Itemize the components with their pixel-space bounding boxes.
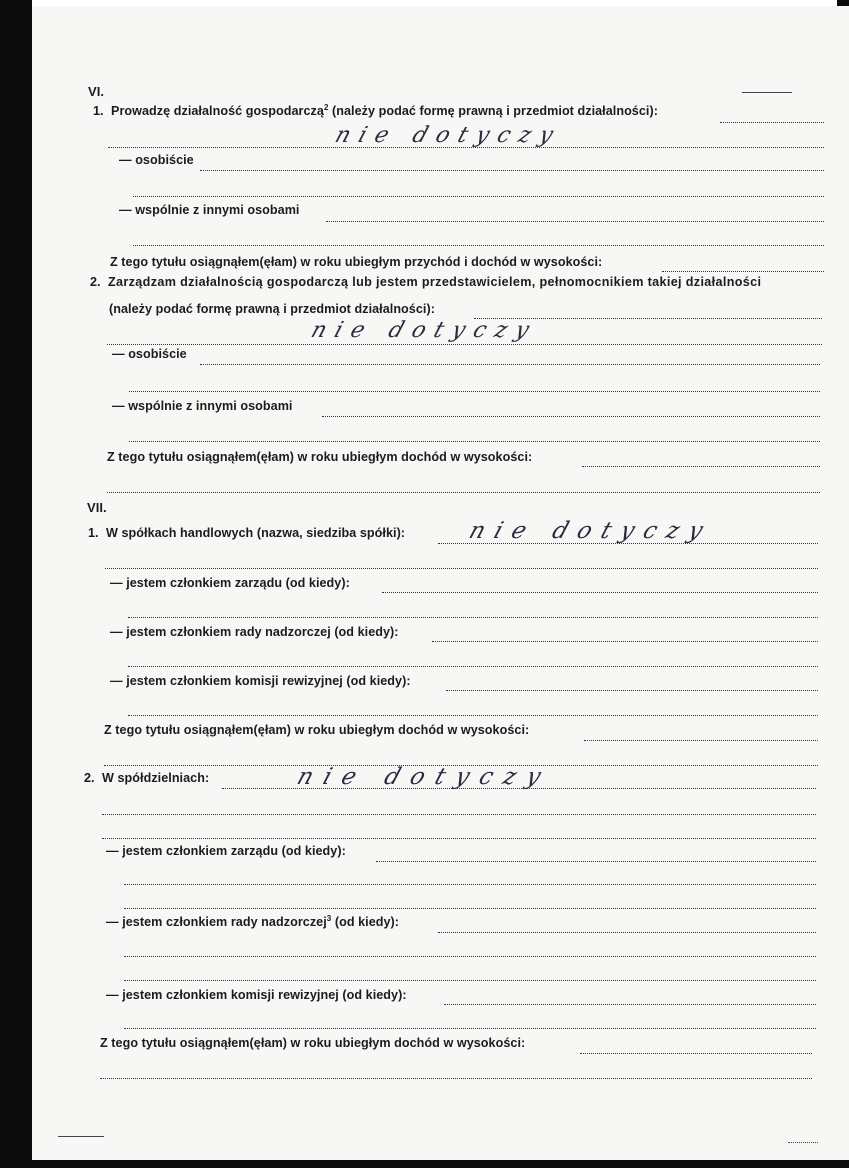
vi-item2-income-label: Z tego tytułu osiągnąłem(ęłam) w roku ubiegłym dochód w wysokości: (107, 450, 533, 464)
vi-item1-jointly-label: — wspólnie z innymi osobami (119, 203, 300, 217)
vii-item2-board-field[interactable] (376, 861, 816, 862)
vii-item2-income-label: Z tego tytułu osiągnąłem(ęłam) w roku ubiegłym dochód w wysokości: (100, 1036, 526, 1050)
vii-item1-supervisory-label: — jestem członkiem rady nadzorczej (od kiedy): (110, 625, 399, 639)
scan-border-bottom (0, 1160, 849, 1168)
footnote-2: 2 (323, 103, 329, 112)
vi-item1-text-b: (należy podać formę prawną i przedmiot działalności): (328, 104, 658, 118)
vi-item1-personally-label: — osobiście (119, 153, 194, 167)
vi-item2-personally-field[interactable] (200, 364, 820, 365)
vi-item2-jointly-label: — wspólnie z innymi osobami (112, 399, 293, 413)
vi-item1-income-label: Z tego tytułu osiągnąłem(ęłam) w roku ubiegłym przychód i dochód w wysokości: (110, 255, 603, 269)
pen-mark-top (742, 92, 792, 93)
vii-item1-audit-label: — jestem członkiem komisji rewizyjnej (od kiedy): (110, 674, 411, 688)
vi-item2-jointly-field[interactable] (322, 416, 820, 417)
scan-border-left (0, 0, 32, 1168)
vii-item2-field-3[interactable] (102, 838, 816, 839)
pen-mark-bottom-right (788, 1142, 818, 1143)
vii-item1-number: 1. (88, 526, 99, 540)
vii-item1-field-2[interactable] (105, 568, 818, 569)
vii-item2-income-field[interactable] (580, 1053, 812, 1054)
vi-item2-personally-field-2[interactable] (129, 391, 820, 392)
vii-item2-field-2[interactable] (102, 814, 816, 815)
vi-item1-personally-field[interactable] (200, 170, 824, 171)
vii-item2-board-label: — jestem członkiem zarządu (od kiedy): (106, 844, 346, 858)
vii-item2-supervisory-field-2[interactable] (124, 956, 816, 957)
vii-item2-supervisory-text-a: — jestem członkiem rady nadzorczej (106, 915, 327, 929)
vii-item2-supervisory-text-b: (od kiedy): (331, 915, 400, 929)
vii-item1-handwritten-answer: nie dotyczy (465, 518, 717, 544)
vii-item1-text: W spółkach handlowych (nazwa, siedziba spółki): (106, 526, 406, 540)
vii-item2-audit-label: — jestem członkiem komisji rewizyjnej (od kiedy): (106, 988, 407, 1002)
footnote-3: 3 (326, 914, 332, 923)
vi-item1-number: 1. (93, 104, 104, 118)
vi-item1-handwritten-answer: nie dotyczy (331, 123, 566, 148)
vi-item1-jointly-field-2[interactable] (133, 245, 824, 246)
vii-item1-audit-field-2[interactable] (128, 715, 818, 716)
vii-item1-income-field[interactable] (584, 740, 818, 741)
vii-item2-board-field-3[interactable] (124, 908, 816, 909)
section-vi-heading: VI. (88, 84, 105, 99)
vi-item2-handwritten-answer: nie dotyczy (307, 318, 542, 343)
pen-mark-bottom-left (58, 1136, 104, 1137)
vii-item2-supervisory-field[interactable] (438, 932, 816, 933)
vi-item2-income-field[interactable] (582, 466, 820, 467)
vi-item1-jointly-field[interactable] (326, 221, 824, 222)
vii-item2-supervisory-label (106, 915, 399, 930)
vi-item1-field-1[interactable] (720, 122, 824, 123)
vii-item2-board-field-2[interactable] (124, 884, 816, 885)
vi-item1-personally-field-2[interactable] (133, 196, 824, 197)
vi-item2-jointly-field-2[interactable] (129, 441, 820, 442)
vii-item1-board-field[interactable] (382, 592, 818, 593)
vii-item2-supervisory-field-3[interactable] (124, 980, 816, 981)
vi-item1-text-a: Prowadzę działalność gospodarczą (111, 104, 324, 118)
section-vii-heading: VII. (87, 500, 107, 515)
vi-item2-line2: (należy podać formę prawną i przedmiot działalności): (109, 302, 435, 316)
vii-item1-income-label: Z tego tytułu osiągnąłem(ęłam) w roku ubiegłym dochód w wysokości: (104, 723, 530, 737)
vi-item2-personally-label: — osobiście (112, 347, 187, 361)
vi-item1-text (111, 104, 658, 119)
vii-item1-supervisory-field-2[interactable] (128, 666, 818, 667)
vi-item2-number: 2. (90, 275, 101, 289)
vii-item1-supervisory-field[interactable] (432, 641, 818, 642)
vii-item1-board-field-2[interactable] (128, 617, 818, 618)
vi-item2-line1: Zarządzam działalnością gospodarczą lub jestem przedstawicielem, pełnomocnikiem takiej działalności (108, 275, 762, 289)
vii-item2-text: W spółdzielniach: (102, 771, 210, 785)
vii-item2-audit-field-2[interactable] (124, 1028, 816, 1029)
vi-item2-income-field-2[interactable] (107, 492, 820, 493)
vi-item1-income-field[interactable] (662, 271, 824, 272)
vii-item2-number: 2. (84, 771, 95, 785)
vii-item2-handwritten-answer: nie dotyczy (293, 764, 556, 790)
vii-item1-audit-field[interactable] (446, 690, 818, 691)
vii-item2-income-field-2[interactable] (100, 1078, 812, 1079)
vii-item2-audit-field[interactable] (444, 1004, 816, 1005)
vi-item2-field-2[interactable] (107, 344, 822, 345)
vii-item1-board-label: — jestem członkiem zarządu (od kiedy): (110, 576, 350, 590)
